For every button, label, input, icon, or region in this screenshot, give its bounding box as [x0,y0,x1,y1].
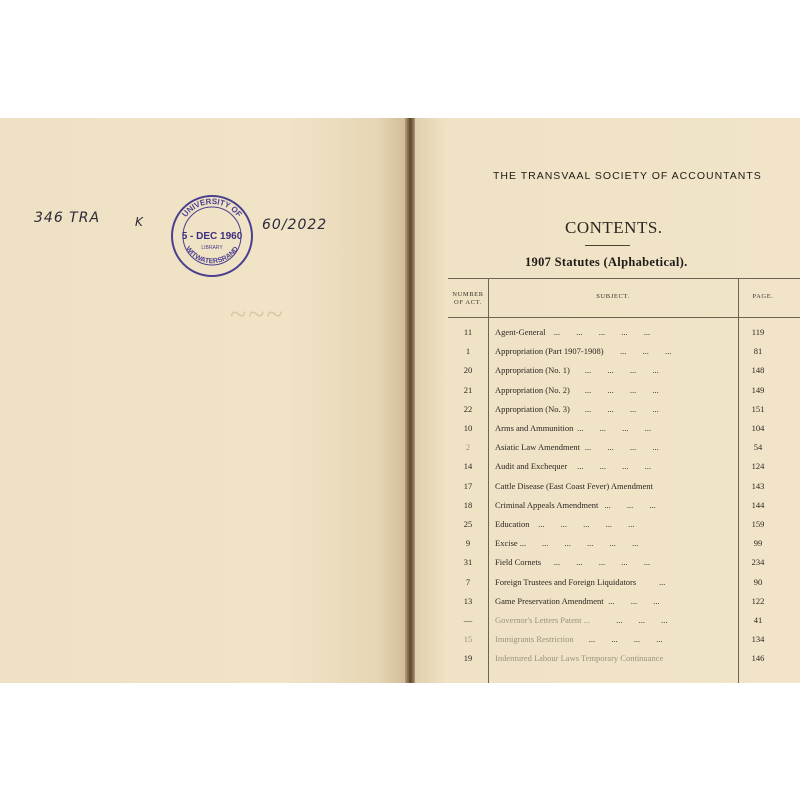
act-number: 18 [463,499,473,510]
act-number: 31 [463,557,473,568]
header-subject: SUBJECT. [596,293,630,300]
page-number: 148 [751,365,765,376]
page-number: 134 [751,634,765,645]
contents-table [448,278,800,683]
act-number: — [463,615,473,625]
act-number: 19 [463,653,473,664]
act-number: 2 [465,442,471,453]
act-subject: Cattle Disease (East Coast Fever) Amendment [495,480,653,491]
table-row [448,592,800,611]
act-subject: Appropriation (No. 3) [495,403,570,414]
page-number: 54 [753,442,763,453]
contents-underline [585,245,630,246]
right-page [415,118,800,683]
handwritten-mark: K [135,215,144,229]
statutes-subheading: 1907 Statutes (Alphabetical). [525,255,688,269]
stamp-top-text: UNIVERSITY OF [180,196,244,219]
act-subject: Asiatic Law Amendment [495,442,580,453]
act-subject: Appropriation (Part 1907-1908) [495,346,604,357]
act-number: 9 [465,538,471,549]
leader-dots: ... ... ... ... ... [538,519,635,529]
leader-dots: ... ... ... ... [584,403,659,414]
page-number: 90 [753,576,763,587]
page-number: 234 [751,557,765,568]
act-subject: Agent-General [495,327,546,337]
act-subject: Immigrants Restriction [495,634,574,645]
stamp-date: 5 - DEC 1960 [181,231,243,242]
table-row [448,553,800,572]
table-row [448,381,800,400]
page-number: 144 [751,499,765,510]
act-subject: Criminal Appeals Amendment [495,499,599,510]
handwritten-shelfmark: 346 TRA [34,210,101,226]
act-number: 22 [463,403,473,414]
act-subject: Appropriation (No. 2) [495,384,570,395]
act-number: 11 [463,327,473,337]
leader-dots: ... ... ... [616,615,668,625]
act-number: 17 [463,480,473,491]
page-number: 124 [751,461,765,472]
leader-dots: ... ... ... [608,595,660,606]
leader-dots: ... ... ... ... [588,634,663,645]
act-subject: Arms and Ammunition [495,423,574,433]
leader-dots: ... ... ... ... ... [542,538,639,549]
leader-dots: ... [659,576,666,587]
table-row [448,419,800,438]
table-row [448,611,800,630]
left-page [0,118,410,683]
page-number: 81 [753,346,763,357]
act-number: 1 [465,346,471,357]
page-number: 159 [751,519,765,529]
table-row [448,630,800,649]
leader-dots: ... ... ... [620,346,672,357]
leader-dots: ... ... ... ... [584,384,659,395]
table-row [448,534,800,553]
act-subject: Excise ... [495,538,527,549]
act-subject: Education [495,519,530,529]
act-number: 7 [465,576,471,587]
act-subject: Audit and Exchequer [495,461,568,472]
table-row [448,457,800,476]
library-stamp [170,194,254,278]
leader-dots: ... ... ... ... [584,365,659,376]
table-row [448,342,800,361]
act-number: 14 [463,461,473,472]
table-row [448,649,800,668]
table-row [448,515,800,534]
page-number: 119 [751,327,765,337]
leader-dots: ... ... ... [604,499,656,510]
handwritten-accession-number: 60/2022 [262,217,328,233]
act-number: 13 [463,595,473,606]
header-number: NUMBER OF ACT. [452,291,484,306]
page-number: 143 [751,480,765,491]
page-number: 41 [753,615,763,625]
table-row [448,400,800,419]
header-page: PAGE. [752,293,774,300]
svg-text:UNIVERSITY OF [180,197,243,219]
leader-dots: ... ... ... ... ... [553,557,651,568]
table-row [448,496,800,515]
page-number: 99 [753,538,763,549]
act-subject: Appropriation (No. 1) [495,365,570,376]
leader-dots: ... ... ... ... [577,423,651,433]
act-subject: Game Preservation Amendment [495,595,604,606]
leader-dots: ... ... ... ... [577,461,651,472]
table-row [448,573,800,592]
table-row [448,361,800,380]
page-number: 151 [751,403,765,414]
act-number: 10 [463,423,473,433]
act-subject: Governor's Letters Patent ... [495,615,591,625]
society-heading: THE TRANSVAAL SOCIETY OF ACCOUNTANTS [493,170,762,182]
open-book [0,118,800,683]
table-row [448,477,800,496]
table-row [448,323,800,342]
leader-dots: ... ... ... ... [584,442,659,453]
contents-heading: CONTENTS. [565,218,663,237]
act-subject: Foreign Trustees and Foreign Liquidators [495,576,637,587]
act-number: 15 [463,634,473,645]
header-divider [448,317,800,318]
table-row [448,438,800,457]
act-subject: Field Cornets [495,557,542,568]
act-number: 20 [463,365,473,376]
page-number: 104 [751,423,765,433]
act-number: 25 [463,519,473,529]
page-number: 122 [751,595,765,606]
stamp-bottom-text: WITWATERSRAND [183,245,241,266]
show-through-text: ~~~ [230,298,285,331]
act-number: 21 [463,384,473,395]
leader-dots: ... ... ... ... ... [553,327,651,337]
page-number: 149 [751,384,765,395]
act-subject: Indentured Labour Laws Temporary Continuance [495,653,664,664]
stamp-library-label: LIBRARY [201,245,223,251]
page-number: 146 [751,653,765,664]
